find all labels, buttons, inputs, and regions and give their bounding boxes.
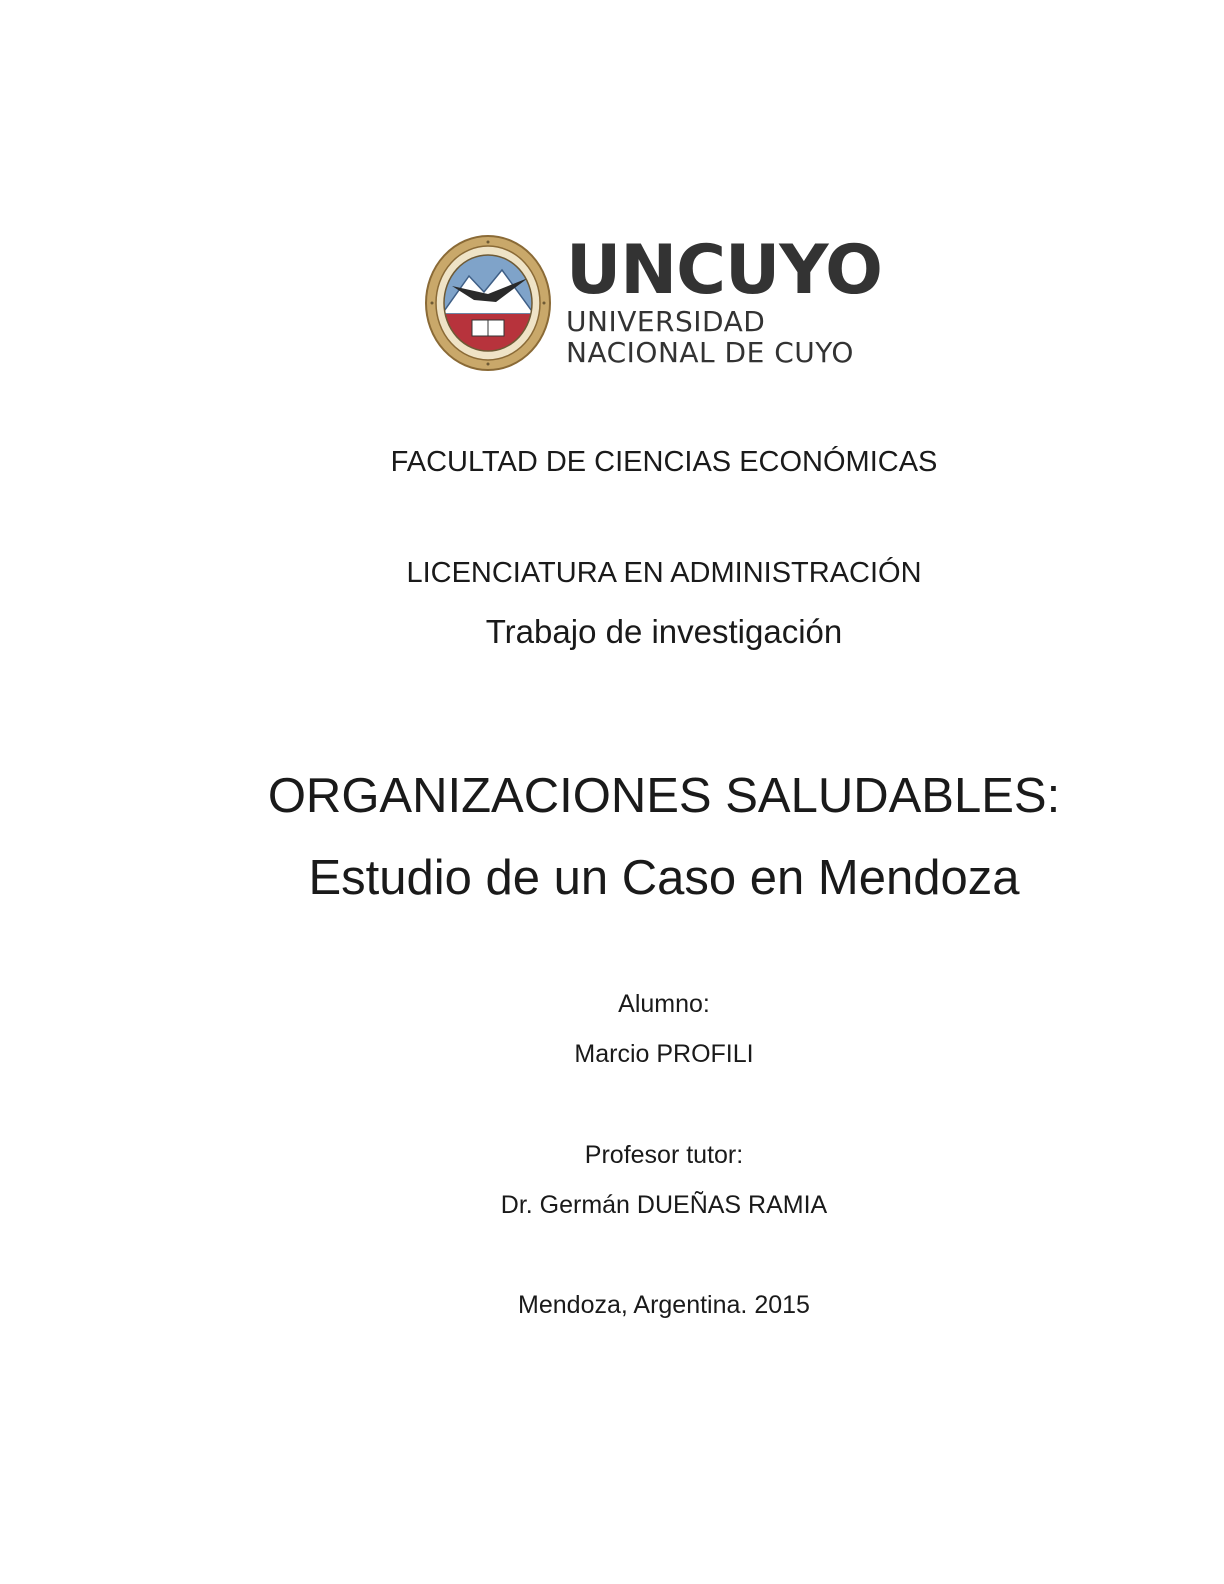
- university-seal-icon: [424, 234, 552, 372]
- student-name: Marcio PROFILI: [574, 1040, 754, 1068]
- tutor-label: Profesor tutor:: [584, 1141, 744, 1169]
- place-and-date: Mendoza, Argentina. 2015: [518, 1291, 810, 1319]
- university-logo: [424, 231, 882, 374]
- logo-wordmark: [566, 231, 882, 369]
- student-label: Alumno:: [618, 990, 710, 1018]
- degree-name: LICENCIATURA EN ADMINISTRACIÓN: [406, 557, 922, 589]
- logo-line-1: UNIVERSIDAD: [566, 305, 766, 338]
- document-title-line-2: Estudio de un Caso en Mendoza: [308, 851, 1020, 905]
- logo-main-text: UNCUYO: [566, 231, 882, 310]
- document-title-line-1: ORGANIZACIONES SALUDABLES:: [267, 769, 1061, 823]
- faculty-name: FACULTAD DE CIENCIAS ECONÓMICAS: [390, 446, 938, 478]
- work-type: Trabajo de investigación: [485, 613, 843, 650]
- logo-line-2: NACIONAL DE CUYO: [566, 336, 854, 369]
- tutor-name: Dr. Germán DUEÑAS RAMIA: [500, 1191, 828, 1219]
